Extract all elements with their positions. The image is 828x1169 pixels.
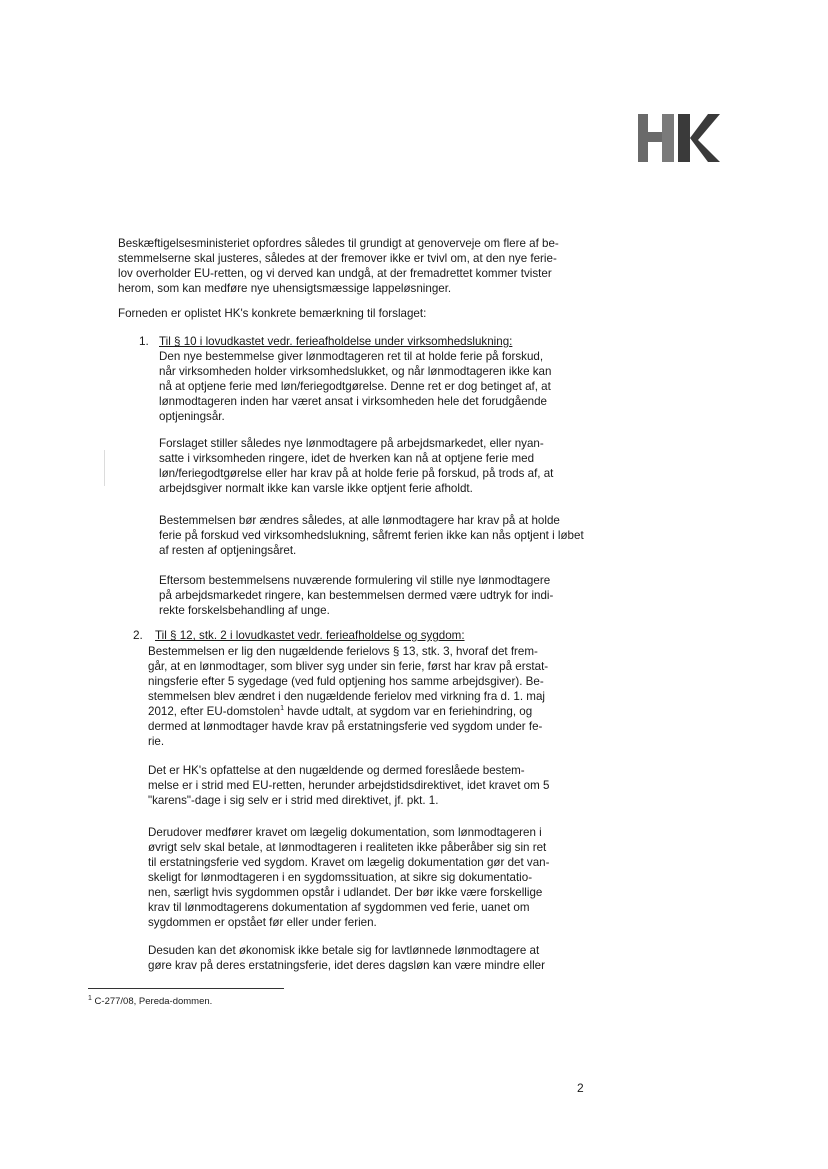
text-line: på arbejdsmarkedet ringere, kan bestemmelsen dermed være udtryk for indi- (159, 589, 554, 602)
text-line: ferie på forskud ved virksomhedslukning, såfremt ferien ikke kan nås optjent i løbet (159, 529, 584, 542)
text-line: sygdommen er opstået før eller under ferien. (148, 916, 377, 929)
item-heading: Til § 10 i lovudkastet vedr. ferieafholdelse under virksomhedslukning: (159, 335, 513, 348)
lead-sentence: Forneden er oplistet HK's konkrete bemærkning til forslaget: (118, 307, 427, 320)
footnote-reference[interactable]: 1 (280, 705, 285, 713)
text-line: ningsferie efter 5 sygedage (ved fuld optjening hos samme arbejdsgiver). Be- (148, 675, 544, 688)
text-line: nå at optjene ferie med løn/feriegodtgørelse. Denne ret er dog betinget af, at (159, 380, 551, 393)
text-fragment: 2012, efter EU-domstolen (148, 705, 281, 718)
text-line: når virksomheden holder virksomhedslukket, og når lønmodtageren ikke kan (159, 365, 552, 378)
text-line: nen, særligt hvis sygdommen opstår i udlandet. Der bør ikke være forskellige (148, 886, 543, 899)
text-line: gøre krav på deres erstatningsferie, idet deres dagsløn kan være mindre eller (148, 959, 545, 972)
footnote-marker: 1 (88, 995, 92, 1002)
footnote (88, 995, 212, 1007)
footnote-text: C-277/08, Pereda-dommen. (94, 996, 213, 1008)
text-line: satte i virksomheden ringere, idet de hverken kan nå at optjene ferie med (159, 452, 535, 465)
text-line (148, 704, 548, 719)
text-fragment: havde udtalt, at sygdom var en feriehindring, og (284, 705, 533, 718)
text-line: rie. (148, 735, 165, 748)
page-number: 2 (577, 1081, 584, 1095)
item-paragraph (148, 943, 545, 973)
text-line: til erstatningsferie ved sygdom. Kravet om lægelig dokumentation gør det van- (148, 856, 550, 869)
margin-mark (104, 450, 105, 486)
text-line: lønmodtageren inden har været ansat i virksomheden hele det forudgående (159, 395, 547, 408)
text-line: skeligt for lønmodtageren i en sygdomssituation, at sikre sig dokumentatio- (148, 871, 533, 884)
item-number: 1. (139, 334, 149, 348)
text-line: melse er i strid med EU-retten, herunder arbejdstidsdirektivet, idet kravet om 5 (148, 779, 550, 792)
text-line: lov overholder EU-retten, og vi derved kan undgå, at der fremadrettet kommer tvister (118, 267, 552, 280)
text-line: stemmelserne skal justeres, således at der fremover ikke er tvivl om, at den nye ferie- (118, 252, 557, 265)
text-line: herom, som kan medføre nye uhensigtsmæssige lappeløsninger. (118, 282, 452, 295)
text-line: af resten af optjeningsåret. (159, 544, 297, 557)
text-line: arbejdsgiver normalt ikke kan varsle ikke optjent ferie afholdt. (159, 482, 473, 495)
item-number: 2. (133, 628, 143, 642)
text-line: dermed at lønmodtager havde krav på erstatningsferie ved sygdom under fe- (148, 720, 543, 733)
footnote-separator (88, 988, 284, 989)
text-line: stemmelsen blev ændret i den nugældende ferielov med virkning fra d. 1. maj (148, 690, 545, 703)
item-paragraph (159, 573, 553, 618)
text-line: Beskæftigelsesministeriet opfordres således til grundigt at genoverveje om flere af be- (118, 237, 559, 250)
text-line: rekte forskelsbehandling af unge. (159, 604, 330, 617)
item-paragraph (148, 763, 549, 808)
text-line: øvrigt selv skal betale, at lønmodtageren i realiteten ikke påberåber sig sin ret (148, 841, 547, 854)
text-line: Forslaget stiller således nye lønmodtagere på arbejdsmarkedet, eller nyan- (159, 437, 544, 450)
intro-paragraph (118, 236, 559, 296)
text-line: Eftersom bestemmelsens nuværende formulering vil stille nye lønmodtagere (159, 574, 551, 587)
text-line: Derudover medfører kravet om lægelig dokumentation, som lønmodtageren i (148, 826, 542, 839)
item-paragraph (148, 644, 548, 749)
item-paragraph (148, 825, 549, 930)
item-heading: Til § 12, stk. 2 i lovudkastet vedr. ferieafholdelse og sygdom: (155, 629, 465, 642)
text-line: løn/feriegodtgørelse eller har krav på at holde ferie på forskud, på trods af, at (159, 467, 554, 480)
item-paragraph (159, 436, 553, 496)
item-paragraph (159, 349, 551, 424)
text-line: går, at en lønmodtager, som bliver syg under sin ferie, først har krav på erstat- (148, 660, 549, 673)
item-paragraph (159, 513, 584, 558)
text-line: "karens"-dage i sig selv er i strid med direktivet, jf. pkt. 1. (148, 794, 439, 807)
text-line: Det er HK's opfattelse at den nugældende og dermed foreslåede bestem- (148, 764, 525, 777)
text-line: Desuden kan det økonomisk ikke betale sig for lavtlønnede lønmodtagere at (148, 944, 540, 957)
text-line: Bestemmelsen bør ændres således, at alle lønmodtagere har krav på at holde (159, 514, 560, 527)
text-line: optjeningsår. (159, 410, 225, 423)
text-line: Den nye bestemmelse giver lønmodtageren ret til at holde ferie på forskud, (159, 350, 544, 363)
text-line: krav til lønmodtagerens dokumentation af sygdommen ved ferie, uanet om (148, 901, 530, 914)
text-line: Bestemmelsen er lig den nugældende ferielovs § 13, stk. 3, hvoraf det frem- (148, 645, 538, 658)
hk-logo (636, 110, 720, 166)
